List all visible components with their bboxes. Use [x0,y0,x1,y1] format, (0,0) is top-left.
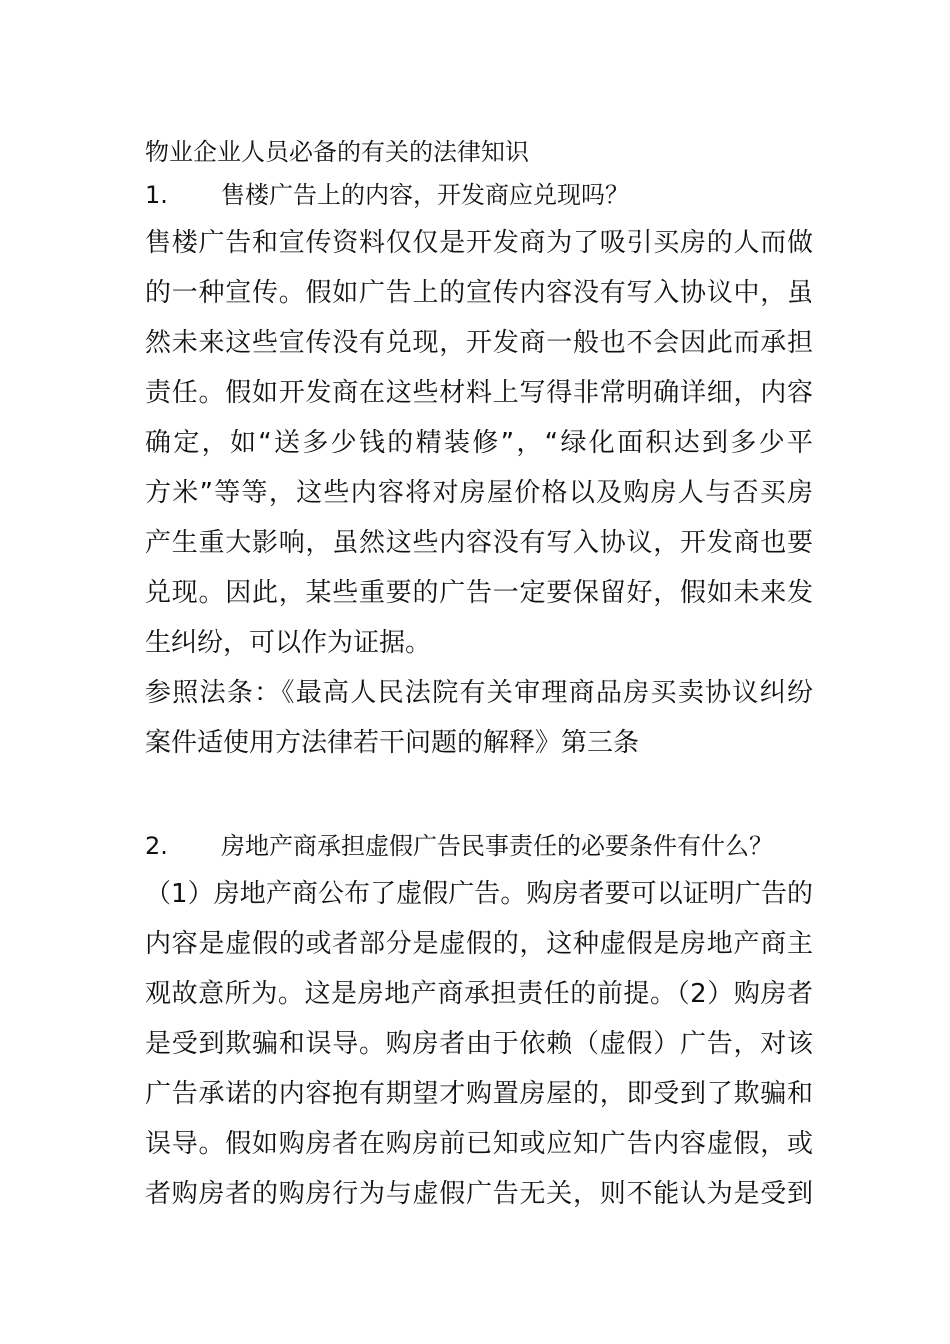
reference-line: 参照法条：《最高人民法院有关审理商品房买卖协议纠纷 [145,678,813,708]
paragraph-line: 售楼广告和宣传资料仅仅是开发商为了吸引买房的人而做 [145,228,813,258]
paragraph-line: 然未来这些宣传没有兑现，开发商一般也不会因此而承担 [145,328,813,358]
question-number: 2. [145,832,168,860]
paragraph-line: （1）房地产商公布了虚假广告。购房者要可以证明广告的 [145,879,813,909]
paragraph-line: 广告承诺的内容抱有期望才购置房屋的，即受到了欺骗和 [145,1079,813,1109]
paragraph-line: 方米”等等，这些内容将对房屋价格以及购房人与否买房 [145,478,813,508]
paragraph-line: 的一种宣传。假如广告上的宣传内容没有写入协议中，虽 [145,278,813,308]
paragraph-line: 是受到欺骗和误导。购房者由于依赖（虚假）广告，对该 [145,1029,813,1059]
question-number: 1. [145,181,168,209]
question-text: 售楼广告上的内容，开发商应兑现吗？ [221,181,629,209]
paragraph-line: 确定，如“送多少钱的精装修”，“绿化面积达到多少平 [145,428,813,458]
paragraph-line: 责任。假如开发商在这些材料上写得非常明确详细，内容 [145,378,813,408]
section-gap [145,768,813,824]
document-title: 物业企业人员必备的有关的法律知识 [145,138,529,166]
paragraph-line: 内容是虚假的或者部分是虚假的，这种虚假是房地产商主 [145,929,813,959]
question-text: 房地产商承担虚假广告民事责任的必要条件有什么？ [221,832,773,860]
paragraph-line: 产生重大影响，虽然这些内容没有写入协议，开发商也要 [145,528,813,558]
paragraph-line: 观故意所为。这是房地产商承担责任的前提。（2）购房者 [145,979,813,1009]
question-2 [145,824,813,869]
document-body [145,132,813,1219]
paragraph-line: 生纠纷，可以作为证据。 [145,628,432,658]
paragraph-line: 者购房者的购房行为与虚假广告无关，则不能认为是受到 [145,1179,813,1209]
paragraph-line: 误导。假如购房者在购房前已知或应知广告内容虚假，或 [145,1129,813,1159]
paragraph-line: 兑现。因此，某些重要的广告一定要保留好，假如未来发 [145,578,813,608]
question-1 [145,173,813,218]
reference-line: 案件适使用方法律若干问题的解释》第三条 [145,728,640,758]
